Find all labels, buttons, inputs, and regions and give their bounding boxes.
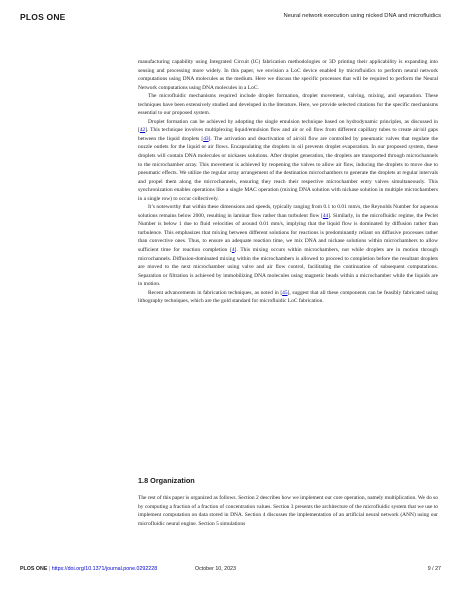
body-paragraph bbox=[138, 58, 438, 92]
footer-date: October 10, 2023 bbox=[195, 566, 236, 572]
citation-link[interactable]: 44 bbox=[322, 212, 329, 219]
footer-separator: | bbox=[47, 566, 52, 572]
paragraph-text: ]. Similarly, in the microfluidic regime, the Peclet Number is below 1 due to fluid velocities of around 0.01 mm/s, implying that the liquid flow is dominated by diffusion rather than turbulence. This emphasizes that mixing between different solutions for reactions is predominantly reliant on diffusive processes rather than convective ones. Thus, to ensure an adequate reaction time, we mix DNA and nickase solutions within microchambers to allow sufficient time for reaction completion [ bbox=[138, 212, 438, 254]
running-title: Neural network execution using nicked DNA and microfluidics bbox=[283, 13, 441, 19]
body-paragraph bbox=[138, 118, 438, 203]
body-paragraph bbox=[138, 203, 438, 288]
page-number: 9 / 27 bbox=[427, 566, 441, 572]
paragraph-text: ]. This technique involves multiplexing liquid/emulsion flow and air or oil flow from different capillary tubes to create air/oil gaps between the liquid droplets [ bbox=[138, 127, 438, 142]
citation-link[interactable]: 45 bbox=[282, 289, 288, 296]
footer-doi-link[interactable]: https://doi.org/10.1371/journal.pone.0292228 bbox=[51, 566, 158, 572]
paragraph-text: manufacturing capability using Integrated Circuit (IC) fabrication methodologies or 3D printing their applicability is expanding into sensing and processing more widely. In this paper, we envision a LoC device enabled by microfluidics to perform neural network computations using DNA molecules as the medium. Here we discuss the specific processes that will be required to perform the Neural Network computations using DNA molecules in a LoC. bbox=[138, 59, 438, 91]
paragraph-text: ]. The activation and deactivation of air/oil flow are controlled by pneumatic valves that regulate the nozzle outlets for the liquid or air flows. Encapsulating the droplets in oil prevents droplet evaporation. In our proposed system, these droplets will contain DNA molecules or nickases solutions. After droplet generation, the droplets are transported through microchannels to the microchamber array. This movement is achieved by reopening the valves to allow air flow, inducing the droplets to move due to pneumatic effects. We utilize the regular array arrangement of the destination microchambers to generate the droplets at regular intervals and propel them along the microchannels, ensuring they reach their respective microchamber entry valves simultaneously. This synchronization enables operations like a single MAC operation (mixing DNA solution with nickase solution in multiple microchambers in a single row) to occur collectively. bbox=[138, 135, 438, 202]
citation-link[interactable]: 42 bbox=[139, 127, 146, 134]
paragraph-text: ]. This mixing occurs within microchambers, not while droplets are in motion through microchannels. Diffusion-dominated mixing within the microchambers is allowed to proceed to completion before the resultant droplets are moved to the next microchamber using valve and air flow control, facilitating the continuation of subsequent computations. Separation or filtration is achieved by immobilizing DNA molecules using magnetic beads within a microchamber while the liquids are in motion. bbox=[138, 247, 438, 288]
paragraph-text: ], suggest that all these components can be feasibly fabricated using lithography techniques, which are the gold standard for microfluidic LoC fabrication. bbox=[138, 289, 438, 305]
citation-link[interactable]: 43 bbox=[203, 135, 209, 142]
paragraph-text: Droplet formation can be achieved by adopting the single emulsion technique based on hydrodynamic principles, as discussed in [ bbox=[138, 118, 438, 134]
body-paragraph bbox=[138, 92, 438, 118]
footer-citation bbox=[20, 566, 157, 572]
section-paragraph: The rest of this paper is organized as follows. Section 2 describes how we implement our core operation, namely multiplication. We do so by computing a fraction of a fraction of concentration values. Section 3 presents the architecture of the microfluidic system that we use to implement computation on data stored in DNA. Section 4 discusses the implementation of an artificial neural network (ANN) using our microfluidic neural engine. Section 5 simulations bbox=[138, 495, 438, 527]
paragraph-text: It’s noteworthy that within these dimensions and speeds, typically ranging from 0.1 to 0.01 mm/s, the Reynolds Number for aqueous solutions remains below 2000, resulting in laminar flow rather than turbulent flow [ bbox=[138, 204, 438, 219]
citation-link[interactable]: 4 bbox=[231, 247, 235, 254]
paragraph-text: The microfluidic mechanisms required include droplet formation, droplet movement, valving, mixing, and separation. These techniques have been extensively studied and developed in the literature. Here, we provide selected citations for the specific mechanisms essential to our proposed system. bbox=[138, 93, 438, 117]
section-heading: 1.8 Organization bbox=[138, 476, 195, 485]
body-text bbox=[138, 58, 438, 306]
section-text bbox=[138, 494, 438, 528]
body-paragraph bbox=[138, 289, 438, 306]
journal-name: PLOS ONE bbox=[20, 12, 66, 22]
paragraph-text: Recent advancements in fabrication techniques, as noted in [ bbox=[148, 289, 283, 296]
footer-journal: PLOS ONE bbox=[20, 566, 48, 572]
